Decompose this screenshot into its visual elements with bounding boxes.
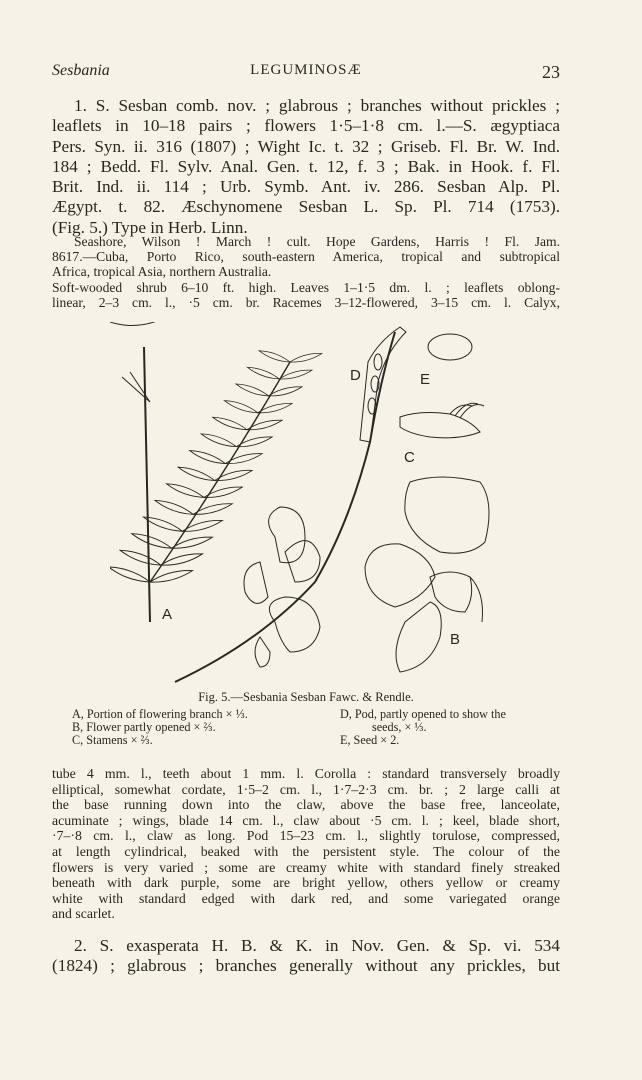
- text-line: tube 4 mm. l., teeth about 1 mm. l. Corolla : standard transversely broadly: [52, 766, 560, 781]
- pod: [360, 327, 406, 442]
- leaflet: [119, 547, 162, 568]
- leaflet: [192, 501, 233, 518]
- legend-entry: seeds, × ⅓.: [372, 720, 427, 734]
- header-family: LEGUMINOSÆ: [250, 62, 362, 78]
- text-line: elliptical, somewhat cordate, 1·5–2 cm. l., 1·7–2·3 cm. br. ; 2 large calli at: [52, 781, 560, 797]
- text-line: leaflets in 10–18 pairs ; flowers 1·5–1·8 cm. l.—S. ægyptiaca: [52, 116, 560, 136]
- text-line: Seashore, Wilson ! March ! cult. Hope Gardens, Harris ! Fl. Jam.: [74, 234, 560, 249]
- description-paragraph: [52, 766, 560, 922]
- flower: [269, 597, 320, 652]
- leaflet: [131, 531, 173, 552]
- text-line: (1824) ; glabrous ; branches generally without any prickles, but: [52, 956, 560, 976]
- leaflet: [110, 564, 151, 586]
- text-line: Pers. Syn. ii. 316 (1807) ; Wight Ic. t. 32 ; Griseb. Fl. Br. W. Ind.: [52, 136, 560, 156]
- text-line: (Fig. 5.) Type in Herb. Linn.: [52, 217, 248, 237]
- anthers: [450, 403, 484, 418]
- keel-petal: [396, 602, 441, 672]
- text-line: 184 ; Bedd. Fl. Sylv. Anal. Gen. t. 12, f. 3 ; Bak. in Hook. f. Fl.: [52, 156, 560, 176]
- pod-seed: [374, 354, 382, 370]
- text-line: Soft-wooded shrub 6–10 ft. high. Leaves 1–1·5 dm. l. ; leaflets oblong-: [52, 279, 560, 295]
- text-line: 2. S. exasperata H. B. & K. in Nov. Gen. & Sp. vi. 534: [74, 936, 560, 955]
- label-c: C: [404, 449, 415, 466]
- flower: [269, 507, 305, 563]
- text-line: 8617.—Cuba, Porto Rico, south-eastern America, tropical and subtropical: [52, 249, 560, 265]
- text-line: beneath with dark purple, some are bright yellow, others yellow or creamy: [52, 875, 560, 891]
- leaflet: [235, 434, 272, 449]
- figure-legend: [72, 708, 562, 747]
- leaflet: [203, 484, 243, 500]
- pedicel: [470, 577, 483, 622]
- text-line: Brit. Ind. ii. 114 ; Urb. Symb. Ant. iv. 286. Sesban Alp. Pl.: [52, 177, 560, 197]
- stamens: [400, 413, 480, 438]
- legend-entry: D, Pod, partly opened to show the: [340, 707, 506, 721]
- legend-entry: C, Stamens × ⅔.: [72, 733, 153, 747]
- leaflets: [110, 348, 323, 585]
- legend-row: [72, 734, 562, 747]
- leaflet: [200, 431, 237, 449]
- leaflet: [258, 348, 291, 364]
- wing-petal: [365, 544, 435, 607]
- text-line: linear, 2–3 cm. l., ·5 cm. br. Racemes 3–12-flowered, 3–15 cm. l. Calyx,: [52, 294, 560, 310]
- leaflet: [212, 415, 248, 433]
- running-header: [52, 62, 560, 84]
- leaflet: [189, 448, 227, 467]
- botanical-illustration: [110, 322, 570, 694]
- seed: [428, 334, 472, 360]
- header-genus: Sesbania: [52, 62, 110, 79]
- legend-entry: A, Portion of flowering branch × ⅓.: [72, 707, 248, 721]
- flower: [285, 541, 320, 582]
- text-line: ·7–·8 cm. l., claw as long. Pod 15–23 cm. l., slightly torulose, compressed,: [52, 828, 560, 844]
- text-line: 1. S. Sesban comb. nov. ; glabrous ; branches without prickles ;: [74, 96, 560, 115]
- label-a: A: [162, 606, 173, 623]
- leaflet: [235, 381, 269, 398]
- leaflet: [149, 567, 193, 585]
- label-d: D: [350, 367, 361, 384]
- leaflet: [289, 351, 322, 365]
- label-e: E: [420, 371, 431, 388]
- text-line: and scarlet.: [52, 906, 115, 922]
- text-line: the base running down into the claw, above the base free, lanceolate,: [52, 797, 560, 813]
- distribution-paragraph: [52, 234, 560, 310]
- flower-bud: [255, 637, 270, 667]
- leaflet: [247, 365, 281, 382]
- standard-petal: [405, 477, 489, 553]
- species-1-entry: [52, 96, 560, 238]
- text-line: acuminate ; wings, blade 14 cm. l., claw about ·5 cm. l. ; keel, blade short,: [52, 812, 560, 828]
- text-line: Africa, tropical Asia, northern Australia.: [52, 264, 272, 280]
- legend-entry: B, Flower partly opened × ⅔.: [72, 720, 216, 734]
- page-number: 23: [542, 62, 560, 82]
- leaflet: [223, 398, 258, 415]
- label-b: B: [450, 631, 461, 648]
- text-line: at length cylindrical, beaked with the persistent style. The colour of the: [52, 843, 560, 859]
- flower-bud: [244, 562, 268, 603]
- legend-entry: E, Seed × 2.: [340, 733, 400, 747]
- leaflet: [225, 451, 263, 467]
- text-line: white with standard edged with dark red, and some variegated orange: [52, 890, 560, 906]
- figure-caption: Fig. 5.—Sesbania Sesban Fawc. & Rendle.: [198, 690, 414, 704]
- leaflet: [154, 497, 194, 517]
- leaflet: [214, 467, 253, 483]
- leaflet: [279, 368, 313, 382]
- leaflet: [177, 464, 216, 483]
- species-2-entry: [52, 936, 560, 977]
- text-line: flowers is very varied ; some are creamy white with standard finely streaked: [52, 859, 560, 875]
- text-line: Ægypt. t. 82. Æschynomene Sesban L. Sp. Pl. 714 (1753).: [52, 197, 560, 217]
- leaflet: [165, 481, 205, 501]
